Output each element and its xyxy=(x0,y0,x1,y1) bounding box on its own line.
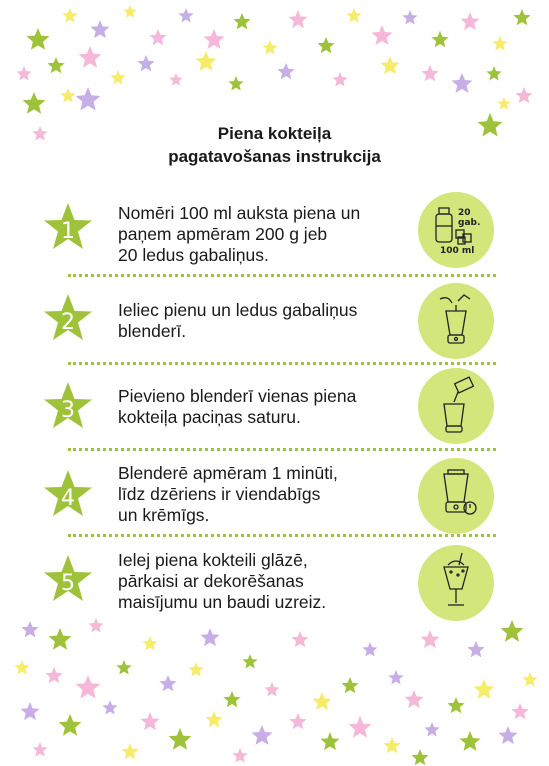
confetti-star xyxy=(497,97,510,110)
ice-count-label: 20 gab. xyxy=(458,208,481,228)
confetti-star xyxy=(461,12,480,30)
confetti-star xyxy=(411,749,428,765)
confetti-star xyxy=(14,660,29,675)
confetti-star xyxy=(88,618,103,633)
confetti-star xyxy=(188,662,203,677)
confetti-star xyxy=(102,700,117,715)
confetti-star xyxy=(341,677,358,693)
confetti-star xyxy=(513,9,530,25)
confetti-star xyxy=(21,621,38,637)
confetti-star xyxy=(522,672,537,687)
confetti-star xyxy=(317,37,334,53)
confetti-star xyxy=(447,697,464,713)
confetti-star xyxy=(291,631,308,647)
confetti-star xyxy=(262,40,277,55)
step-line: pārkaisi ar dekorēšanas xyxy=(118,571,304,591)
step-line: 20 ledus gabaliņus. xyxy=(118,245,269,265)
confetti-star xyxy=(424,722,439,737)
blender-timer-icon xyxy=(418,458,494,534)
step-number: 4 xyxy=(61,486,75,511)
confetti-star xyxy=(32,742,47,757)
confetti-star xyxy=(362,642,377,657)
step-number: 3 xyxy=(61,398,75,423)
confetti-star xyxy=(205,711,222,727)
confetti-star xyxy=(16,66,31,81)
confetti-star xyxy=(228,76,243,91)
confetti-star xyxy=(232,748,247,763)
confetti-star xyxy=(60,88,75,103)
confetti-star xyxy=(313,692,332,710)
title-line-2: pagatavošanas instrukcija xyxy=(168,147,381,166)
confetti-star xyxy=(196,51,217,71)
confetti-star xyxy=(178,8,193,23)
confetti-star xyxy=(460,731,481,751)
confetti-star xyxy=(142,636,157,651)
confetti-star xyxy=(169,728,192,750)
confetti-star xyxy=(381,56,400,74)
step-line: Blenderē apmēram 1 minūti, xyxy=(118,463,338,483)
confetti-star xyxy=(76,87,101,111)
step-number-star xyxy=(40,201,96,257)
confetti-star xyxy=(492,36,507,51)
confetti-star xyxy=(121,743,138,759)
confetti-star xyxy=(421,65,438,81)
confetti-star xyxy=(264,682,279,697)
confetti-star xyxy=(467,641,484,657)
confetti-star xyxy=(346,8,361,23)
step-text xyxy=(118,386,418,428)
step-number: 1 xyxy=(61,219,75,244)
confetti-star xyxy=(349,716,372,738)
confetti-star xyxy=(47,57,64,73)
confetti-star xyxy=(27,28,50,50)
sachet-pour-icon xyxy=(418,368,494,444)
confetti-star xyxy=(405,690,424,708)
confetti-star xyxy=(499,726,518,744)
step-line: blenderī. xyxy=(118,321,187,341)
step-line: kokteiļa paciņas saturu. xyxy=(118,407,301,427)
confetti-star xyxy=(421,630,440,648)
confetti-star xyxy=(402,10,417,25)
step-line: Pievieno blenderī vienas piena xyxy=(118,386,357,406)
confetti-star xyxy=(277,63,294,79)
step-line: Ieliec pienu un ledus gabaliņus xyxy=(118,300,358,320)
confetti-star xyxy=(116,660,131,675)
confetti-star xyxy=(515,87,532,103)
confetti-star xyxy=(289,10,308,28)
step-number-star xyxy=(40,553,96,609)
step-number-star xyxy=(40,468,96,524)
confetti-star xyxy=(452,73,473,93)
confetti-star xyxy=(388,670,403,685)
step-text xyxy=(118,550,418,613)
step-text xyxy=(118,203,418,266)
confetti-star xyxy=(49,628,72,650)
step-number: 2 xyxy=(61,310,75,335)
step-divider xyxy=(68,534,496,537)
confetti-star xyxy=(474,679,495,699)
step-divider xyxy=(68,274,496,277)
step-line: Nomēri 100 ml auksta piena un xyxy=(118,203,361,223)
confetti-star xyxy=(252,725,273,745)
blender-pour-icon xyxy=(418,283,494,359)
confetti-star xyxy=(59,714,82,736)
confetti-star xyxy=(383,737,400,753)
step-number-star xyxy=(40,380,96,436)
step-number: 5 xyxy=(61,571,75,596)
confetti-star xyxy=(289,713,306,729)
confetti-star xyxy=(76,675,101,699)
step-line: un krēmīgs. xyxy=(118,505,210,525)
confetti-star xyxy=(511,703,528,719)
confetti-star xyxy=(169,73,182,86)
step-line: Ielej piena kokteili glāzē, xyxy=(118,550,308,570)
step-divider xyxy=(68,362,496,365)
confetti-star xyxy=(223,691,240,707)
confetti-star xyxy=(79,46,102,68)
milkshake-glass-icon xyxy=(418,545,494,621)
step-line: maisījumu un baudi uzreiz. xyxy=(118,592,327,612)
confetti-star xyxy=(21,702,40,720)
confetti-star xyxy=(372,25,393,45)
confetti-star xyxy=(233,13,250,29)
confetti-star xyxy=(149,29,166,45)
confetti-star xyxy=(486,66,501,81)
confetti-star xyxy=(159,675,176,691)
step-text xyxy=(118,300,418,342)
confetti-star xyxy=(91,20,110,38)
confetti-star xyxy=(123,5,136,18)
confetti-star xyxy=(204,29,225,49)
confetti-star xyxy=(431,31,448,47)
milk-bottle-ice-icon xyxy=(418,192,494,268)
confetti-star xyxy=(45,667,62,683)
step-divider xyxy=(68,448,496,451)
confetti-star xyxy=(321,732,340,750)
confetti-star xyxy=(201,628,220,646)
confetti-star xyxy=(62,8,77,23)
page-title xyxy=(0,122,549,168)
confetti-star xyxy=(137,55,154,71)
step-number-star xyxy=(40,292,96,348)
step-line: paņem apmēram 200 g jeb xyxy=(118,224,328,244)
step-text xyxy=(118,463,418,526)
confetti-star xyxy=(332,72,347,87)
title-line-1: Piena kokteiļa xyxy=(217,124,332,143)
confetti-star xyxy=(141,712,160,730)
milk-volume-label: 100 ml xyxy=(440,246,475,256)
confetti-star xyxy=(501,620,524,642)
confetti-star xyxy=(110,70,125,85)
confetti-star xyxy=(242,654,257,669)
confetti-star xyxy=(23,92,46,114)
step-line: līdz dzēriens ir viendabīgs xyxy=(118,484,321,504)
